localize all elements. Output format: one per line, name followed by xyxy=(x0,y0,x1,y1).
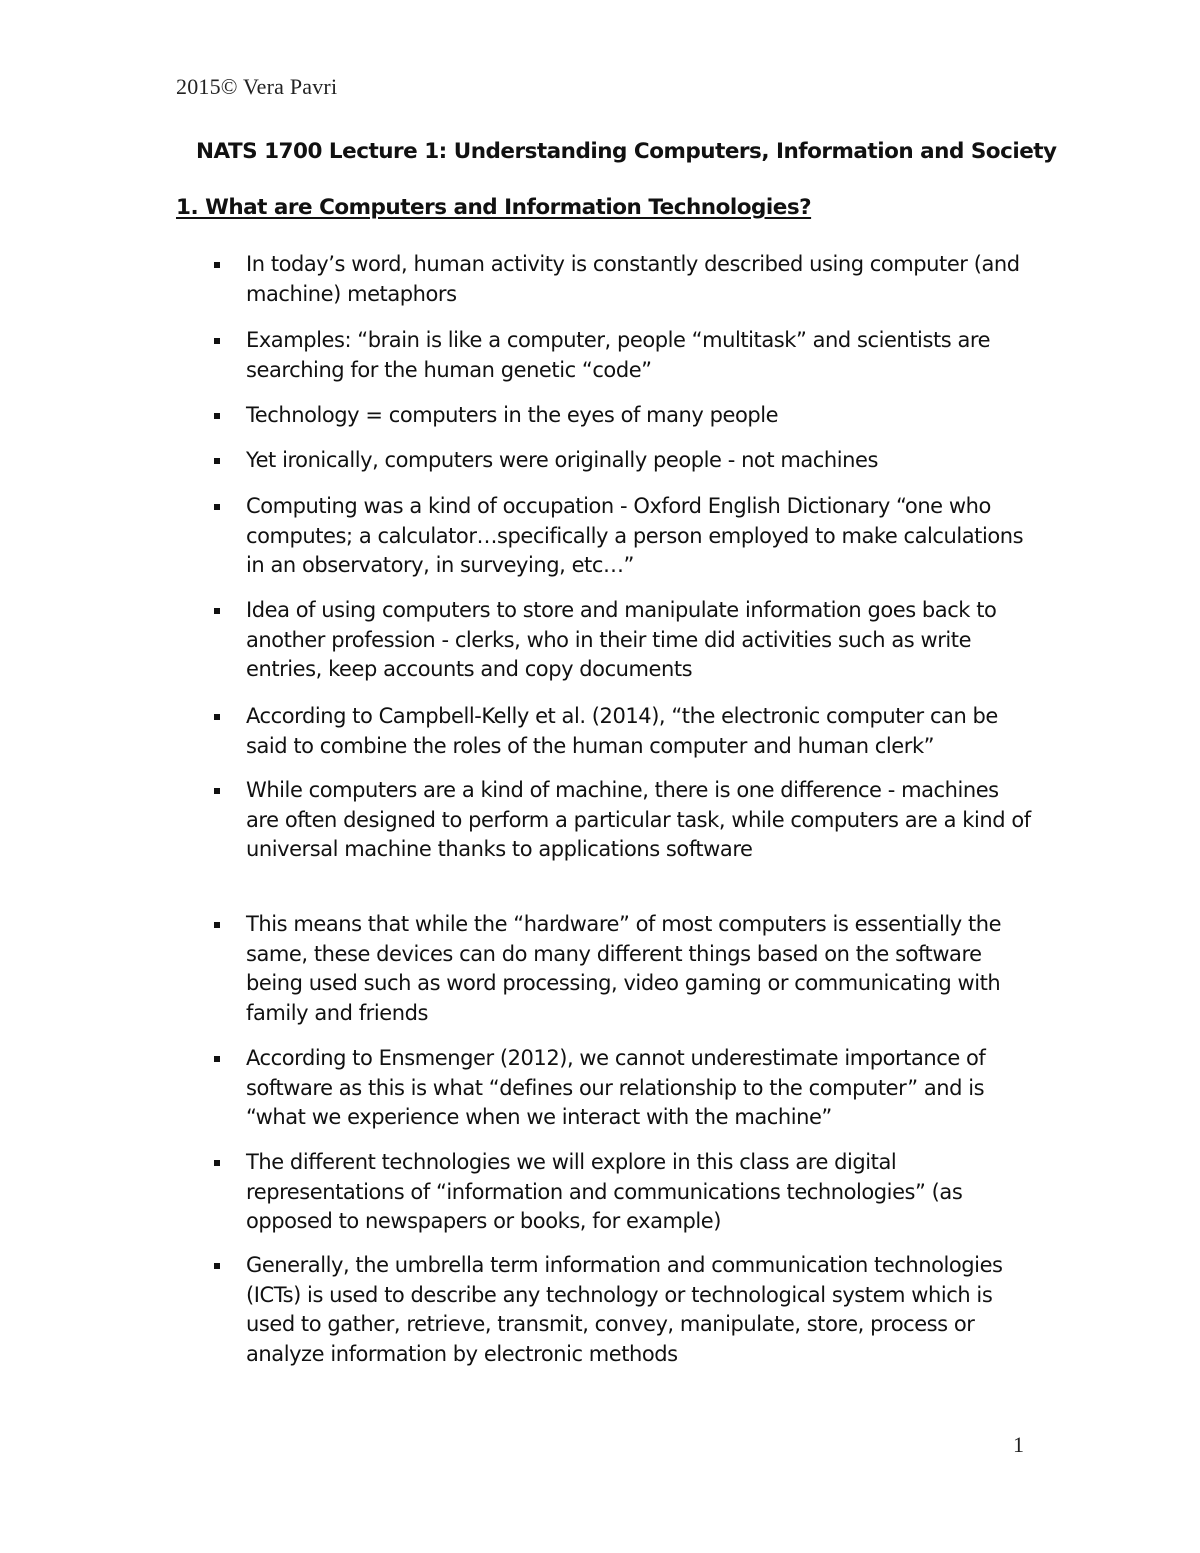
square-bullet-icon xyxy=(214,788,220,794)
square-bullet-icon xyxy=(214,413,220,419)
square-bullet-icon xyxy=(214,458,220,464)
list-item-text: The different technologies we will explore in this class are digital representations of “information and communications technologies” (as opposed to newspapers or books, for example) xyxy=(246,1150,963,1234)
list-item-text: Idea of using computers to store and manipulate information goes back to another profession - clerks, who in their time did activities such as write entries, keep accounts and copy documents xyxy=(246,598,997,682)
list-item-text: According to Campbell-Kelly et al. (2014), “the electronic computer can be said to combine the roles of the human computer and human clerk” xyxy=(246,704,998,758)
list-item xyxy=(246,1148,1036,1237)
list-item-text: While computers are a kind of machine, there is one difference - machines are often designed to perform a particular task, while computers are a kind of universal machine thanks to applications software xyxy=(246,778,1031,862)
list-item-text: Computing was a kind of occupation - Oxford English Dictionary “one who computes; a calculator…specifically a person employed to make calculations in an observatory, in surveying, etc…” xyxy=(246,494,1024,578)
page-title: NATS 1700 Lecture 1: Understanding Computers, Information and Society xyxy=(196,139,1057,164)
section-heading: 1. What are Computers and Information Technologies? xyxy=(176,195,812,220)
list-item xyxy=(246,401,1036,431)
list-item xyxy=(246,446,1036,476)
list-item-text: Generally, the umbrella term information and communication technologies (ICTs) is used to describe any technology or technological system which is used to gather, retrieve, transmit, convey, manipulate, store, process or analyze information by electronic methods xyxy=(246,1253,1003,1366)
list-item xyxy=(246,776,1036,865)
list-item xyxy=(246,910,1036,1028)
list-item-text: According to Ensmenger (2012), we cannot underestimate importance of software as this is what “defines our relationship to the computer” and is “what we experience when we interact with the machine” xyxy=(246,1046,986,1130)
list-item-text: Examples: “brain is like a computer, people “multitask” and scientists are searching for the human genetic “code” xyxy=(246,328,991,382)
list-item xyxy=(246,1044,1036,1133)
list-item xyxy=(246,250,1036,309)
list-item xyxy=(246,492,1036,581)
square-bullet-icon xyxy=(214,504,220,510)
list-item-text: Technology = computers in the eyes of many people xyxy=(246,403,779,427)
list-item-text: In today’s word, human activity is constantly described using computer (and machine) metaphors xyxy=(246,252,1020,306)
square-bullet-icon xyxy=(214,1263,220,1269)
square-bullet-icon xyxy=(214,608,220,614)
list-item xyxy=(246,702,1036,761)
header-copyright: 2015© Vera Pavri xyxy=(176,74,338,99)
square-bullet-icon xyxy=(214,338,220,344)
list-item xyxy=(246,326,1036,385)
square-bullet-icon xyxy=(214,1160,220,1166)
square-bullet-icon xyxy=(214,714,220,720)
square-bullet-icon xyxy=(214,262,220,268)
square-bullet-icon xyxy=(214,1056,220,1062)
list-item xyxy=(246,596,1036,685)
page-number: 1 xyxy=(1013,1432,1024,1457)
list-item-text: Yet ironically, computers were originally people - not machines xyxy=(246,448,878,472)
square-bullet-icon xyxy=(214,922,220,928)
list-item-text: This means that while the “hardware” of most computers is essentially the same, these devices can do many different things based on the software being used such as word processing, video gaming or communicating with family and friends xyxy=(246,912,1002,1025)
list-item xyxy=(246,1251,1036,1369)
